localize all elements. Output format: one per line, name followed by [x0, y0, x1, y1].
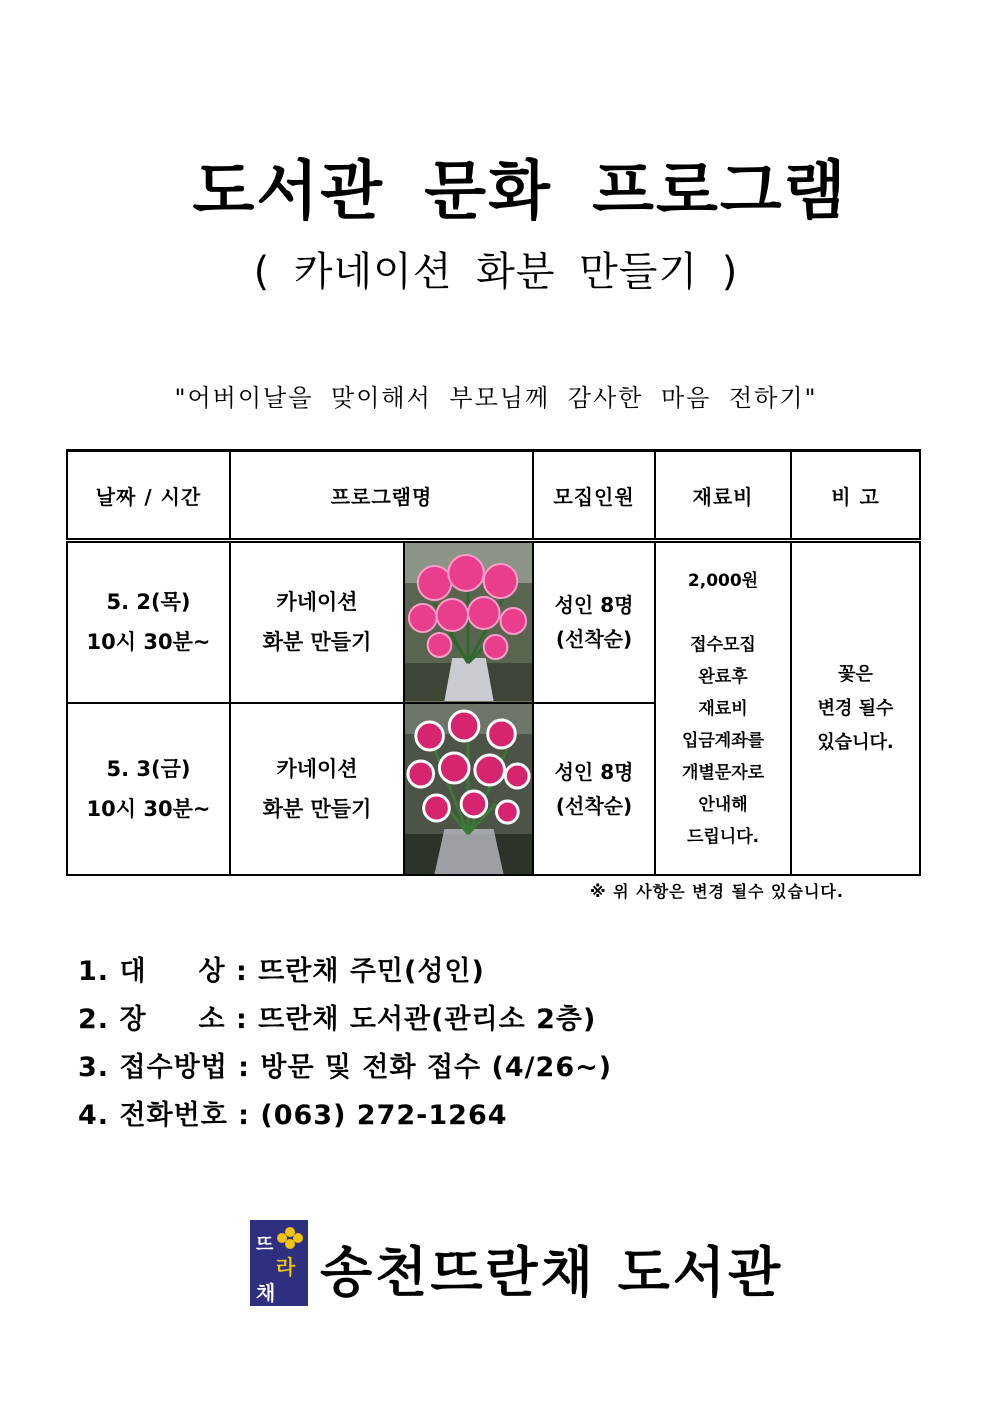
- badge-char: 뜨: [256, 1234, 274, 1255]
- row-capacity: [533, 541, 655, 703]
- program-info-list: [78, 948, 612, 1140]
- capacity-note: (선착순): [555, 627, 633, 652]
- program-name-line1: 카네이션: [276, 590, 358, 615]
- schedule-table: [66, 449, 921, 876]
- fee-line: 2,000원: [687, 570, 759, 591]
- header-remarks: 비 고: [791, 451, 920, 541]
- remarks-line: 꽃은: [838, 663, 873, 685]
- fee-line: 재료비: [698, 698, 748, 719]
- library-name: 송천뜨란채 도서관: [320, 1241, 784, 1304]
- carnation-bouquet-icon: [405, 704, 532, 874]
- row-program-name: [230, 703, 404, 875]
- fee-line: 드립니다.: [686, 826, 760, 847]
- program-name-line1: 카네이션: [276, 756, 358, 781]
- info-target: 1. 대 상 : 뜨란채 주민(성인): [78, 956, 485, 987]
- row-capacity: [533, 703, 655, 875]
- fee-line: [656, 597, 790, 629]
- slogan-quote: "어버이날을 맞이해서 부모님께 감사한 마음 전하기": [174, 384, 818, 412]
- row-program-name: [230, 541, 404, 703]
- library-badge-icon: [250, 1220, 308, 1306]
- capacity-count: 성인 8명: [554, 593, 634, 618]
- row-date: 5. 2(목): [106, 590, 191, 615]
- badge-char: 채: [256, 1281, 276, 1305]
- fee-line: 안내해: [698, 794, 748, 815]
- program-name-line2: 화분 만들기: [262, 630, 372, 655]
- fee-line: 입금계좌를: [681, 730, 765, 751]
- table-row: [67, 541, 920, 703]
- info-registration: 3. 접수방법 : 방문 및 전화 접수 (4/26~): [78, 1052, 613, 1083]
- header-capacity: 모집인원: [533, 451, 655, 541]
- capacity-note: (선착순): [555, 793, 633, 818]
- material-fee-cell: [655, 541, 791, 875]
- library-logo: [250, 1220, 784, 1310]
- info-location: 2. 장 소 : 뜨란채 도서관(관리소 2층): [78, 1004, 597, 1035]
- table-footnote: ※ 위 사항은 변경 될수 있습니다.: [590, 882, 844, 901]
- row-date-time: [67, 703, 230, 875]
- badge-char: 라: [276, 1255, 296, 1279]
- capacity-count: 성인 8명: [554, 759, 634, 784]
- page-title: 도서관 문화 프로그램: [192, 155, 848, 229]
- row-date: 5. 3(금): [106, 756, 191, 781]
- carnation-pot-icon: [405, 543, 532, 701]
- info-phone: 4. 전화번호 : (063) 272-1264: [78, 1100, 508, 1131]
- fee-line: 완료후: [698, 666, 748, 687]
- header-material-fee: 재료비: [655, 451, 791, 541]
- header-date-time: 날짜 / 시간: [67, 451, 230, 541]
- row-time: 10시 30분~: [86, 630, 211, 655]
- table-header-row: [67, 451, 920, 541]
- row-date-time: [67, 541, 230, 703]
- carnation-bouquet-photo: [404, 703, 533, 875]
- remarks-line: 변경 될수: [817, 697, 894, 719]
- remarks-line: 있습니다.: [817, 731, 894, 753]
- header-program-name: 프로그램명: [230, 451, 533, 541]
- row-time: 10시 30분~: [86, 796, 211, 821]
- remarks-cell: [791, 541, 920, 875]
- carnation-pot-photo: [404, 541, 533, 703]
- fee-line: 개별문자로: [681, 762, 765, 783]
- page-subtitle: ( 카네이션 화분 만들기 ): [253, 249, 739, 295]
- program-name-line2: 화분 만들기: [262, 796, 372, 821]
- fee-line: 접수모집: [690, 634, 756, 655]
